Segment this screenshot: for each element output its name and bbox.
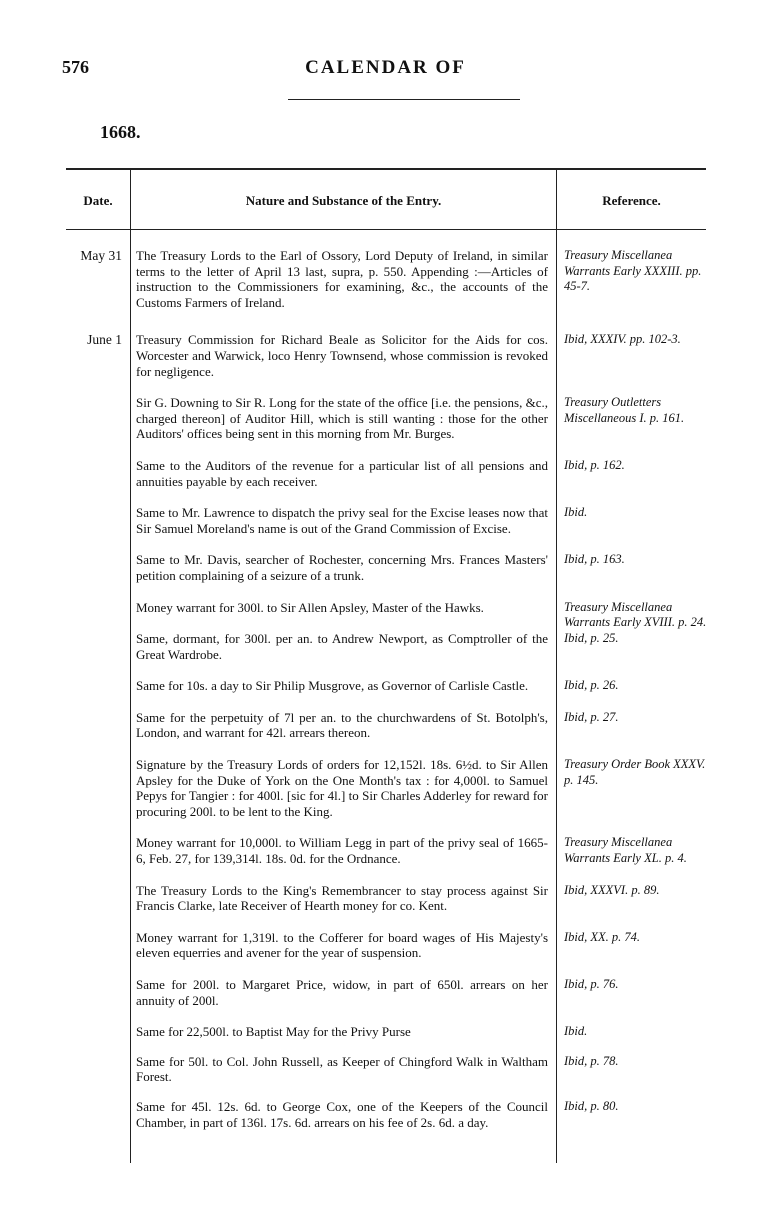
entry-text: Same for the perpetuity of 7l per an. to the churchwardens of St. Botolph's, London, and warrant for 42l. arrears thereon.	[136, 709, 548, 741]
column-header-reference: Reference.	[602, 193, 661, 208]
entry-text: Same for 10s. a day to Sir Philip Musgrove, as Governor of Carlisle Castle.	[136, 678, 529, 694]
calendar-entry	[66, 1089, 706, 1130]
calendar-entry	[66, 238, 706, 310]
entry-reference: Ibid.	[564, 505, 588, 520]
entry-text: Signature by the Treasury Lords of orders for 12,152l. 18s. 6½d. to Sir Allen Apsley for the Duke of York on the One Month's tax : for 4,000l. to Samuel Pepys for Tangier : for 400l. [sic for 4l.] to Sir Charles Adderley for reward for procuring 200l. to be lent to the King.	[136, 757, 548, 819]
column-header-nature: Nature and Substance of the Entry.	[245, 193, 442, 208]
entry-text: Same for 200l. to Margaret Price, widow, in part of 650l. arrears on her annuity of 200l.	[136, 977, 548, 1008]
calendar-entry	[66, 621, 706, 662]
calendar-entry	[66, 495, 706, 536]
entry-date: June 1	[87, 332, 122, 348]
entry-text: Same for 50l. to Col. John Russell, as Keeper of Chingford Walk in Waltham Forest.	[136, 1053, 548, 1085]
calendar-entry	[66, 825, 706, 866]
entry-text: Same to Mr. Davis, searcher of Rochester, concerning Mrs. Frances Masters' petition complaining of a seizure of a trunk.	[136, 552, 548, 583]
entry-reference: Ibid, p. 78.	[564, 1053, 619, 1068]
entry-date: May 31	[80, 248, 122, 263]
entry-reference: Ibid, p. 25.	[564, 631, 619, 646]
column-header-date: Date.	[83, 193, 113, 208]
entry-reference: Ibid, p. 27.	[564, 709, 619, 724]
entry-reference: Treasury Miscellanea Warrants Early XL. p. 4.	[564, 835, 687, 866]
page-number: 576	[62, 57, 89, 77]
entry-reference: Treasury Order Book XXXV. p. 145.	[564, 757, 706, 787]
table-top-rule	[66, 168, 706, 170]
entry-text: Same for 45l. 12s. 6d. to George Cox, one of the Keepers of the Council Chamber, in part of 136l. 17s. 6d. arrears on his fee of 2s. 6d. a day.	[136, 1098, 548, 1130]
calendar-entry	[66, 668, 706, 694]
entry-reference: Ibid, XXXIV. pp. 102-3.	[564, 332, 681, 347]
calendar-entry	[66, 747, 706, 819]
entry-text: Money warrant for 10,000l. to William Legg in part of the privy seal of 1665-6, Feb. 27, for 139,314l. 18s. 0d. for the Ordnance.	[136, 835, 548, 867]
calendar-entry	[66, 873, 706, 914]
calendar-entry	[66, 590, 707, 630]
entry-text: Same to Mr. Lawrence to dispatch the privy seal for the Excise leases now that Sir Samuel Moreland's name is out of the Grand Commission of Excise.	[136, 505, 548, 536]
entry-text: Money warrant for 1,319l. to the Cofferer for board wages of His Majesty's eleven equerries and avener for the year of suspension.	[136, 929, 548, 961]
calendar-entry	[66, 448, 706, 489]
entry-text: Same to the Auditors of the revenue for a particular list of all pensions and annuities payable by each receiver.	[136, 457, 548, 489]
calendar-entry	[66, 322, 706, 379]
entry-text: Sir G. Downing to Sir R. Long for the state of the office [i.e. the pensions, &c., charged thereon] of Auditor Hill, which is still wanting : those for the other Auditors' offices being sent in this morning from Mr. Burges.	[136, 395, 548, 442]
calendar-entry	[66, 542, 706, 583]
calendar-entry	[66, 1044, 706, 1085]
entry-reference: Ibid.	[564, 1024, 588, 1039]
title-rule	[288, 99, 520, 100]
entry-reference: Ibid, p. 163.	[564, 552, 625, 567]
entries-list	[66, 238, 706, 1134]
entry-reference: Ibid, XX. p. 74.	[564, 929, 641, 944]
entry-text: The Treasury Lords to the King's Remembrancer to stay process against Sir Francis Clarke, late Receiver of Hearth money for co. Kent.	[136, 882, 548, 914]
calendar-entry	[66, 700, 706, 741]
entry-reference: Treasury Outletters Miscellaneous I. p. 161.	[564, 395, 685, 425]
entry-reference: Ibid, p. 26.	[564, 678, 619, 693]
running-title: CALENDAR OF	[305, 57, 466, 78]
entry-text: Same, dormant, for 300l. per an. to Andrew Newport, as Comptroller of the Great Wardrobe.	[136, 631, 548, 662]
entry-reference: Ibid, p. 80.	[564, 1098, 619, 1113]
entry-reference: Ibid, XXXVI. p. 89.	[564, 882, 660, 897]
entry-text: The Treasury Lords to the Earl of Ossory, Lord Deputy of Ireland, in similar terms to the letter of April 13 last, supra, p. 550. Appending :—Articles of instruction to the Commissioners for examining, &c., the accounts of the Customs Farmers of Ireland.	[136, 248, 548, 310]
entry-text: Same for 22,500l. to Baptist May for the Privy Purse	[136, 1024, 411, 1040]
header-bottom-rule	[66, 229, 706, 230]
entry-reference: Treasury Miscellanea Warrants Early XXXIII. pp. 45-7.	[564, 248, 702, 294]
calendar-entry	[66, 967, 706, 1008]
calendar-entry	[66, 385, 706, 442]
entry-text: Treasury Commission for Richard Beale as Solicitor for the Aids for cos. Worcester and Warwick, loco Henry Townsend, whose commission is revoked for negligence.	[136, 332, 548, 379]
calendar-entry	[66, 1014, 706, 1040]
entry-reference: Ibid, p. 76.	[564, 977, 619, 991]
entry-reference: Treasury Miscellanea Warrants Early XVIII. p. 24.	[564, 599, 707, 630]
year-heading: 1668.	[100, 122, 141, 142]
entry-reference: Ibid, p. 162.	[564, 457, 625, 472]
entry-text: Money warrant for 300l. to Sir Allen Apsley, Master of the Hawks.	[136, 599, 484, 615]
calendar-entry	[66, 920, 706, 961]
